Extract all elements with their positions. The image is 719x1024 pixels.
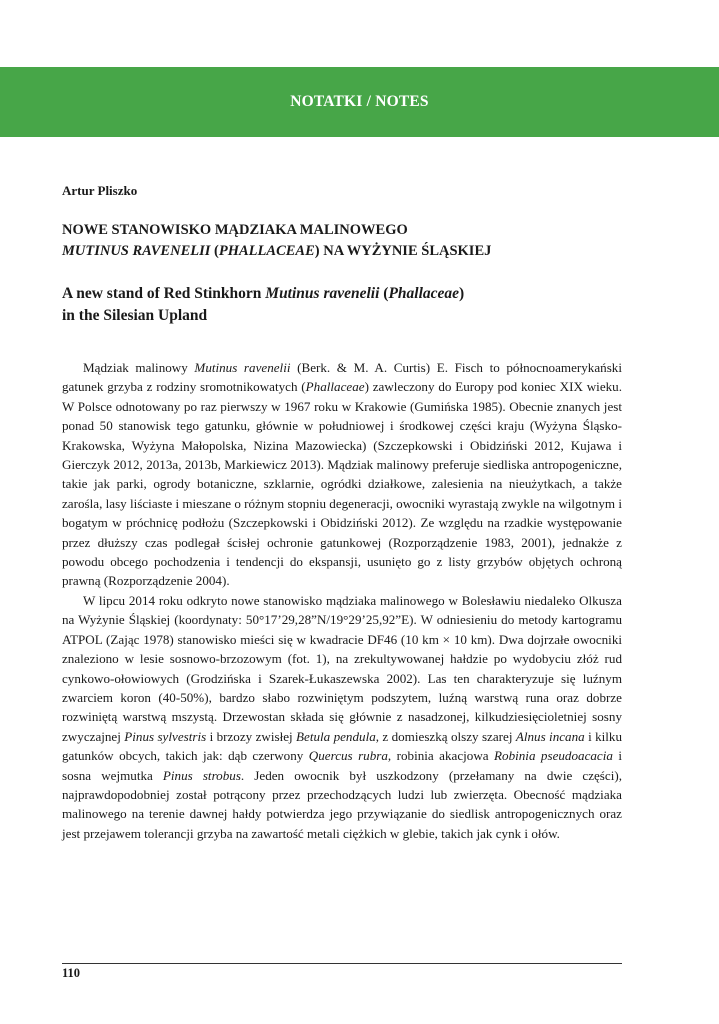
p2-text: i kilku gatunków obcych, takich jak: dąb czerwony [62, 728, 622, 764]
paragraph-1 [62, 358, 622, 591]
p2-text: i brzozy zwisłej [206, 728, 297, 744]
p2-text: . Jeden owocnik był uszkodzony (przełamany na dwie części), najprawdopodobniej został potrącony przez przechodzących ludzi lub zwierzęta. Obecność mądziaka malinowego na terenie dawnej hałdy potwierdza jego przywiązanie do siedlisk antropogenicznych oraz jest przejawem tolerancji grzyba na zawartość metali ciężkich w glebie, takich jak cynk i ołów. [62, 767, 622, 841]
p2-species: Quercus rubra [308, 748, 388, 764]
section-banner [0, 67, 719, 137]
title-pl-rest: ) NA WYŻYNIE ŚLĄSKIEJ [314, 243, 492, 259]
title-pl-family: PHALLACEAE [218, 243, 315, 259]
title-english [62, 283, 662, 327]
page-number: 110 [62, 966, 81, 980]
p2-species: Alnus incana [515, 728, 585, 744]
title-pl-genus: MUTINUS RAVENELII [62, 243, 211, 259]
p2-text: , robinia akacjowa [387, 748, 495, 764]
p2-species: Pinus strobus [162, 767, 241, 783]
p2-species: Pinus sylvestris [124, 728, 207, 744]
p2-text: i sosna wejmutka [62, 748, 623, 783]
author-name: Artur Pliszko [62, 183, 138, 198]
footer-divider [62, 963, 622, 964]
title-pl-paren: ( [210, 243, 219, 259]
paragraph-2 [62, 591, 622, 843]
title-pl-line1: NOWE STANOWISKO MĄDZIAKA MALINOWEGO [62, 222, 408, 238]
p2-text: W lipcu 2014 roku odkryto nowe stanowisko mądziaka malinowego w Bolesławiu niedaleko Olkusza na Wyżynie Śląskiej (koordynaty: 50°17’29,28”N/19°29’25,92”E). W odniesieniu do metody kartogramu ATPOL (Zając 1978) stanowisko mieści się w kwadracie DF46 (10 km × 10 km). Dwa dojrzałe owocniki znaleziono w lesie sosnowo-brzozowym (fot. 1), na zrekultywowanej hałdzie po wydobyciu złóż rud cynkowo-ołowiowych (Grodzińska i Szarek-Łukaszewska 2002). Las ten charakteryzuje się luźnym zwarciem koron (40-50%), bardzo słabo rozwiniętym podszytem, luźną warstwą runa oraz dobrze rozwiniętą warstwą mszystą. Drzewostan składa się głównie z nasadzonej, kilkudziesięcioletniej sosny zwyczajnej [62, 592, 622, 744]
title-en-part1: A new stand of Red Stinkhorn [62, 285, 266, 302]
p2-species: Robinia pseudoacacia [494, 748, 613, 764]
p1-text: (Berk. & M. A. Curtis) E. Fisch to północnoamerykański gatunek grzyba z rodziny sromotnikowatych ( [62, 360, 622, 395]
title-en-part2: ( [379, 285, 389, 302]
p2-text: , z domieszką olszy szarej [375, 728, 516, 744]
title-en-family: Phallaceae [388, 285, 460, 302]
p1-species: Mutinus ravenelii [194, 360, 291, 375]
article-body [62, 358, 622, 843]
title-en-part3: ) [459, 285, 465, 302]
title-polish [62, 220, 662, 262]
p1-text: ) zawleczony do Europy pod koniec XIX wieku. W Polsce odnotowany po raz pierwszy w 1967 roku w Krakowie (Gumińska 1985). Obecnie znanych jest ponad 50 stanowisk tego gatunku, głównie w południowej i środkowej części kraju (Wyżyna Śląsko-Krakowska, Wyżyna Małopolska, Nizina Mazowiecka) (Szczepkowski i Obidziński 2012, Kujawa i Gierczyk 2012, 2013a, 2013b, Markiewicz 2013). Mądziak malinowy preferuje siedliska antropogeniczne, takie jak parki, ogrody botaniczne, szklarnie, ogródki działkowe, zalesienia na nieużytkach, a także zarośla, lasy liściaste i mieszane o różnym stopniu degeneracji, owocniki wyrastają zwykle na wilgotnym i bogatym w próchnicę podłożu (Szczepkowski i Obidziński 2012). Ze względu na rzadkie występowanie przez dłuższy czas podlegał ścisłej ochronie gatunkowej (Rozporządzenie 1983, 2001), jednakże z powodu obcego pochodzenia i tendencji do ekspansji, usunięto go z listy grzybów objętych ochroną prawną (Rozporządzenie 2004). [62, 379, 622, 589]
p1-family: Phallaceae [305, 379, 365, 395]
p2-species: Betula pendula [296, 728, 376, 744]
p1-text: Mądziak malinowy [83, 360, 195, 375]
section-title: NOTATKI / NOTES [290, 93, 429, 110]
title-en-species: Mutinus ravenelii [265, 285, 380, 302]
title-en-line2: in the Silesian Upland [62, 307, 208, 324]
